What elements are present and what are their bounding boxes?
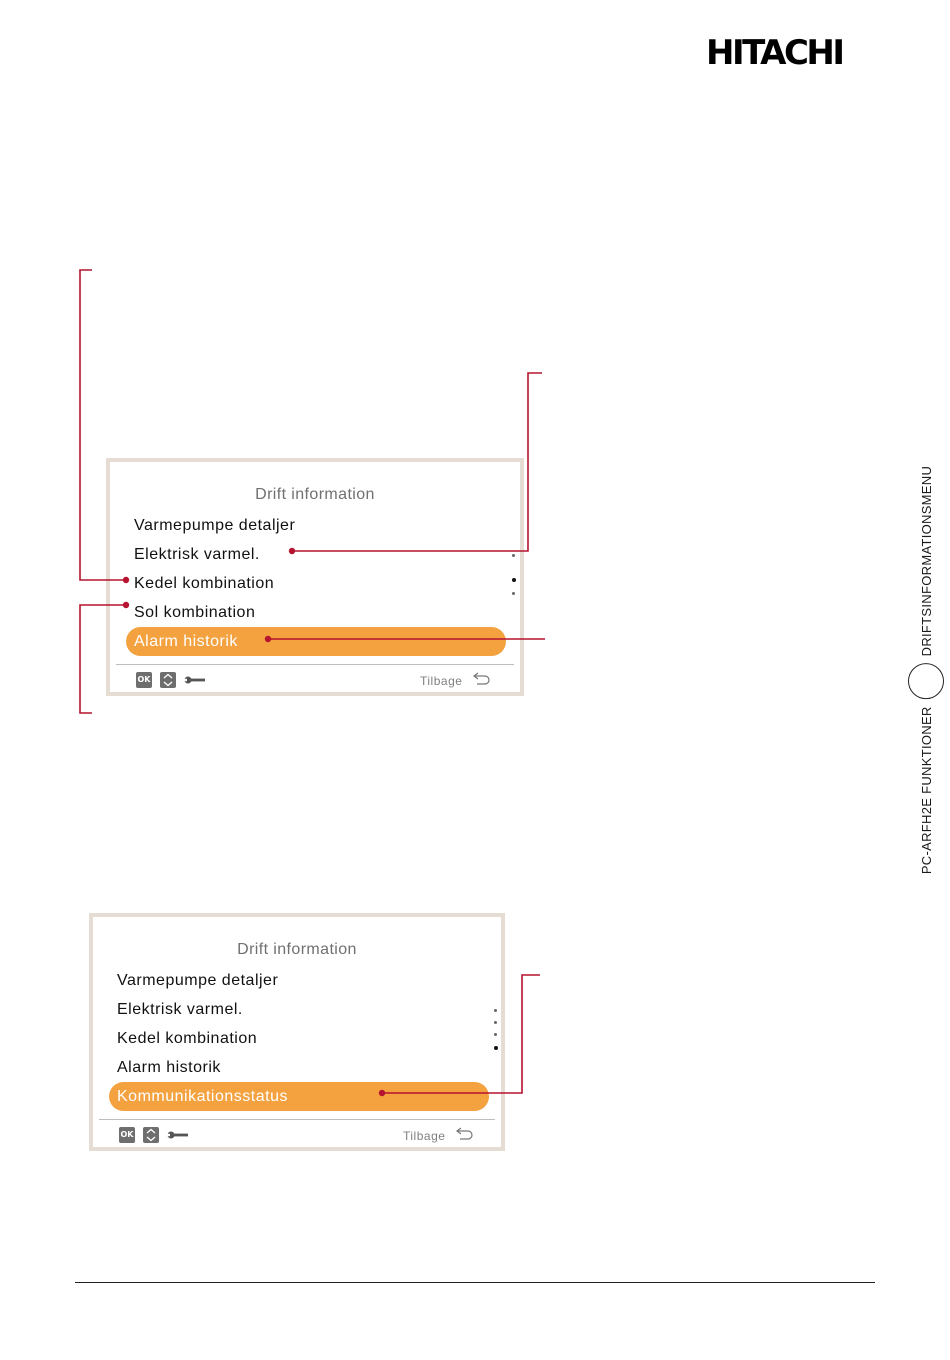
menu-item-kommunikationsstatus-selected[interactable]: Kommunikationsstatus — [109, 1082, 489, 1111]
menu-item-alarm-historik[interactable]: Alarm historik — [117, 1059, 221, 1076]
menu-item-varmepumpe-detaljer[interactable]: Varmepumpe detaljer — [134, 517, 296, 534]
wrench-icon[interactable] — [167, 1130, 189, 1140]
controller-screen-1 — [106, 458, 524, 696]
up-down-icon[interactable] — [143, 1127, 159, 1143]
back-arrow-icon[interactable] — [455, 1126, 475, 1140]
scroll-indicator-dot — [512, 554, 515, 557]
back-label[interactable]: Tilbage — [403, 1129, 446, 1143]
scroll-indicator-dot — [494, 1033, 497, 1036]
footer-divider — [116, 664, 514, 665]
controller-screen-2 — [89, 913, 505, 1151]
wrench-icon[interactable] — [184, 675, 206, 685]
menu-item-elektrisk-varmel[interactable]: Elektrisk varmel. — [134, 546, 260, 563]
footer-divider — [99, 1119, 495, 1120]
footer-rule — [75, 1282, 875, 1283]
scroll-indicator-dot — [494, 1009, 497, 1012]
side-section-label — [916, 460, 936, 880]
screen-title: Drift information — [255, 486, 375, 503]
side-label-chapter: PC-ARFH2E FUNKTIONER — [918, 706, 934, 875]
page-number-circle — [908, 663, 944, 699]
back-label[interactable]: Tilbage — [420, 674, 463, 688]
up-down-icon[interactable] — [160, 672, 176, 688]
scroll-indicator-dot-active — [494, 1046, 498, 1050]
back-arrow-icon[interactable] — [472, 671, 492, 685]
menu-item-kedel-kombination[interactable]: Kedel kombination — [117, 1030, 258, 1047]
scroll-indicator-dot — [512, 592, 515, 595]
menu-item-alarm-historik-selected[interactable]: Alarm historik — [126, 627, 506, 656]
menu-item-kedel-kombination[interactable]: Kedel kombination — [134, 575, 275, 592]
scroll-indicator-dot-active — [512, 578, 516, 582]
menu-item-elektrisk-varmel[interactable]: Elektrisk varmel. — [117, 1001, 243, 1018]
screen-title: Drift information — [237, 941, 357, 958]
ok-icon[interactable]: OK — [136, 672, 152, 688]
menu-item-sol-kombination[interactable]: Sol kombination — [134, 604, 256, 621]
menu-item-varmepumpe-detaljer[interactable]: Varmepumpe detaljer — [117, 972, 279, 989]
scroll-indicator-dot — [494, 1021, 497, 1024]
ok-icon[interactable]: OK — [119, 1127, 135, 1143]
hitachi-logo: HITACHI — [706, 33, 843, 73]
side-label-section: DRIFTSINFORMATIONSMENU — [918, 465, 934, 657]
